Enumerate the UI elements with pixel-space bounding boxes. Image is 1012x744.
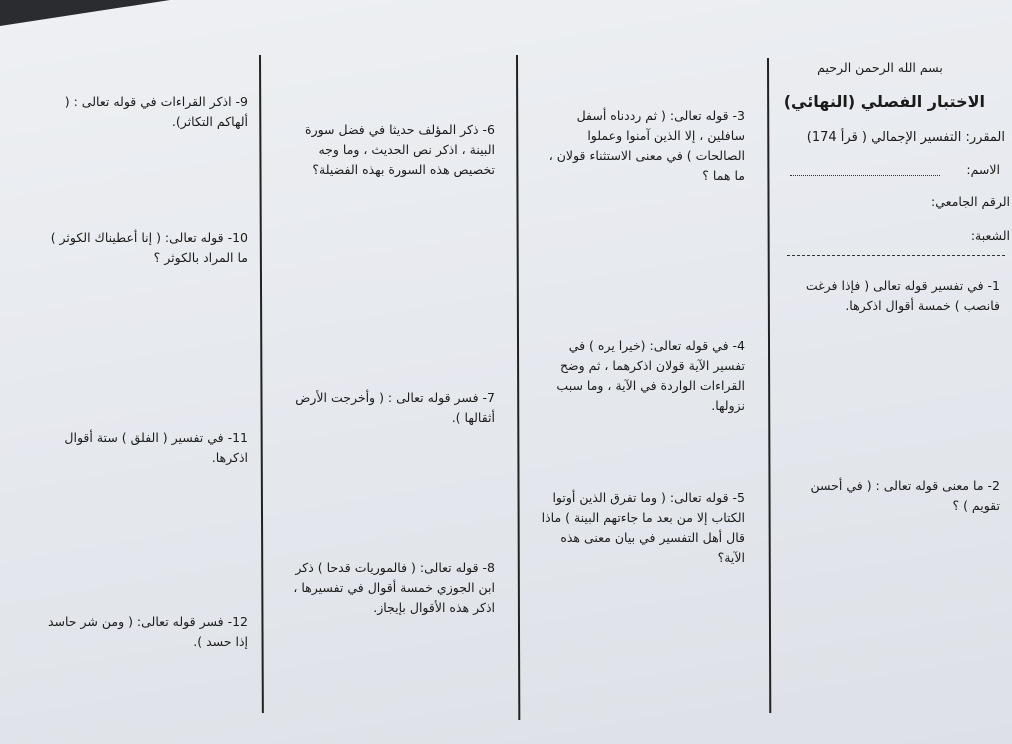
question-2: 2- ما معنى قوله تعالى : ( في أحسن تقويم ) ؟ [810,478,1000,513]
question-5: 5- قوله تعالى: ( وما تفرق الذين أوتوا الكتاب إلا من بعد ما جاءتهم البينة ) ماذا قال أهل التفسير في بيان معنى هذه الآية؟ [541,490,745,565]
background-corner [0,0,170,26]
column-divider-2 [516,55,520,720]
question-7: 7- فسر قوله تعالى : ( وأخرجت الأرض أثقالها ). [295,390,495,425]
question-8: 8- قوله تعالى: ( فالموريات قدحا ) ذكر ابن الجوزي خمسة أقوال في تفسيرها ، اذكر هذه الأقوال بإيجاز. [293,560,495,615]
question-11: 11- في تفسير ( الفلق ) ستة أقوال اذكرها. [64,430,248,465]
section-label: الشعبة: [970,228,1010,243]
question-10: 10- قوله تعالى: ( إنا أعطيناك الكوثر ) ما المراد بالكوثر ؟ [50,230,248,265]
name-field-line [790,175,940,176]
student-id-label: الرقم الجامعي: [931,194,1010,209]
question-3: 3- قوله تعالى: ( ثم رددناه أسفل سافلين ، إلا الذين آمنوا وعملوا الصالحات ) في معنى الاستثناء قولان ، ما هما ؟ [548,108,745,183]
question-6: 6- ذكر المؤلف حديثا في فضل سورة البينة ، اذكر نص الحديث ، وما وجه تخصيص هذه السورة بهذه الفضيلة؟ [305,122,495,177]
question-12: 12- فسر قوله تعالى: ( ومن شر حاسد إذا حسد ). [47,614,248,649]
column-divider-1 [259,55,263,713]
exam-title: الاختبار الفصلي (النهائي) [783,92,985,111]
basmala: بسم الله الرحمن الرحيم [817,60,943,75]
question-1: 1- في تفسير قوله تعالى ( فإذا فرغت فانصب ) خمسة أقوال اذكرها. [805,278,1000,313]
name-label: الاسم: [966,162,1000,177]
question-9: 9- اذكر القراءات في قوله تعالى : ( ألهاكم التكاثر). [64,94,248,129]
column-divider-3 [767,58,771,713]
question-4: 4- في قوله تعالى: (خيرا يره ) في تفسير الآية قولان اذكرهما ، ثم وضح القراءات الواردة في الآية ، وما سبب نزولها. [556,338,745,413]
course-line: المقرر: التفسير الإجمالي ( قرأ 174) [806,130,1005,145]
header-separator [787,255,1005,256]
